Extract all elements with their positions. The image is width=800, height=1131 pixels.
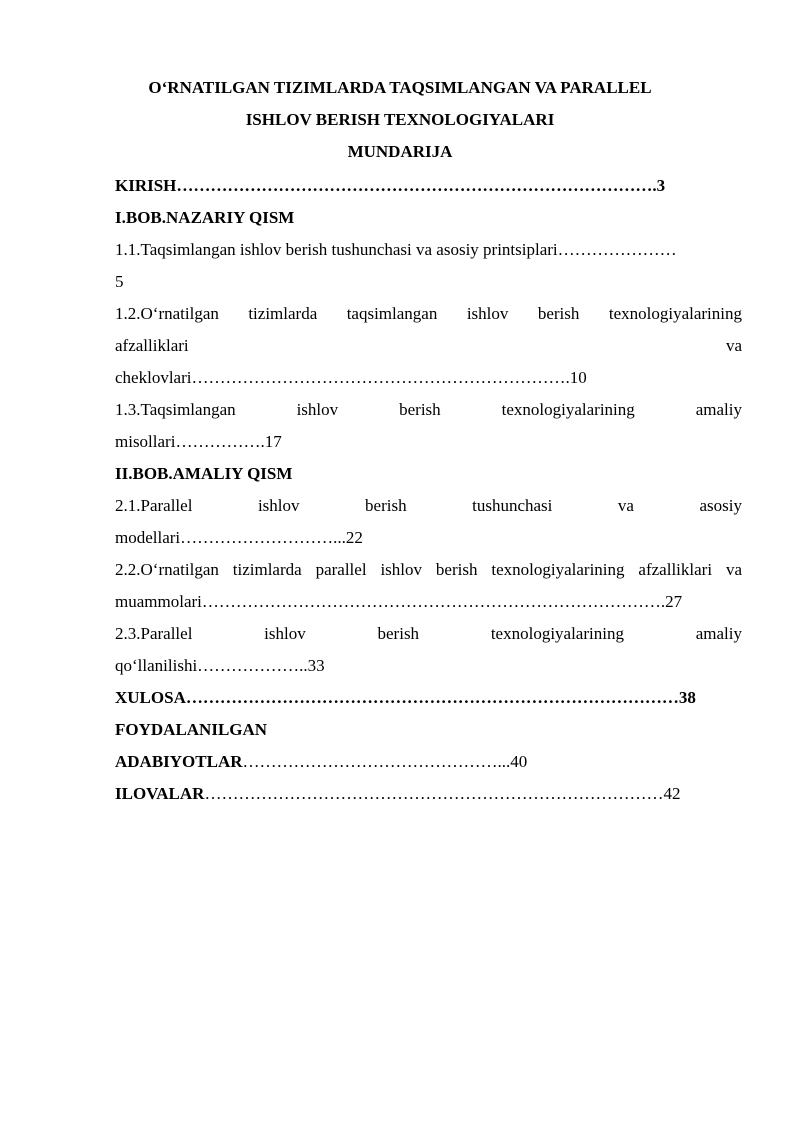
toc-entry-2-3-page: qo‘llanilishi………………..33 [115, 656, 325, 675]
table-of-contents [115, 170, 742, 810]
document-title-line-2: ISHLOV BERISH TEXNOLOGIYALARI [245, 110, 555, 129]
toc-entry-adabiyotlar [115, 746, 742, 778]
toc-entry-ilovalar-label: ILOVALAR [115, 784, 205, 803]
toc-entry-1-1: 1.1.Taqsimlangan ishlov berish tushunchasi va asosiy printsiplari………………… [115, 240, 677, 259]
title-block [0, 72, 800, 168]
toc-entry-1-2-cont: afzalliklari va [115, 336, 742, 355]
toc-entry-1-3: 1.3.Taqsimlangan ishlov berish texnologiyalarining amaliy [115, 400, 742, 419]
toc-entry-1-3-page: misollari…………….17 [115, 432, 282, 451]
toc-entry-1-2: 1.2.O‘rnatilgan tizimlarda taqsimlangan ishlov berish texnologiyalarining [115, 304, 742, 323]
toc-entry-2-2-page: muammolari……………………………………………………………………….27 [115, 592, 683, 611]
toc-entry-adabiyotlar-label: ADABIYOTLAR [115, 752, 243, 771]
toc-entry-ilovalar [115, 778, 742, 810]
contents-heading: MUNDARIJA [347, 142, 453, 161]
toc-entry-1-1-page: 5 [115, 272, 124, 291]
toc-entry-foydalanilgan: FOYDALANILGAN [115, 720, 268, 739]
toc-entry-2-1: 2.1.Parallel ishlov berish tushunchasi va asosiy [115, 496, 742, 515]
toc-entry-adabiyotlar-page: ………………………………………...40 [242, 752, 528, 771]
document-title-line-1: O‘RNATILGAN TIZIMLARDA TAQSIMLANGAN VA PARALLEL [148, 78, 652, 97]
toc-chapter-2: II.BOB.AMALIY QISM [115, 464, 293, 483]
toc-entry-2-3: 2.3.Parallel ishlov berish texnologiyalarining amaliy [115, 624, 742, 643]
toc-entry-ilovalar-page: ………………………………………………………………………42 [204, 784, 681, 803]
toc-entry-2-1-page: modellari………………………...22 [115, 528, 363, 547]
toc-entry-xulosa: XULOSA……………………………………………………………………………38 [115, 688, 696, 707]
toc-entry-1-2-page: cheklovlari………………………………………………………….10 [115, 368, 587, 387]
toc-entry-kirish: KIRISH………………………………………………………………………….3 [115, 176, 666, 195]
toc-chapter-1: I.BOB.NAZARIY QISM [115, 208, 295, 227]
toc-entry-2-2: 2.2.O‘rnatilgan tizimlarda parallel ishlov berish texnologiyalarining afzalliklari va [115, 560, 742, 579]
